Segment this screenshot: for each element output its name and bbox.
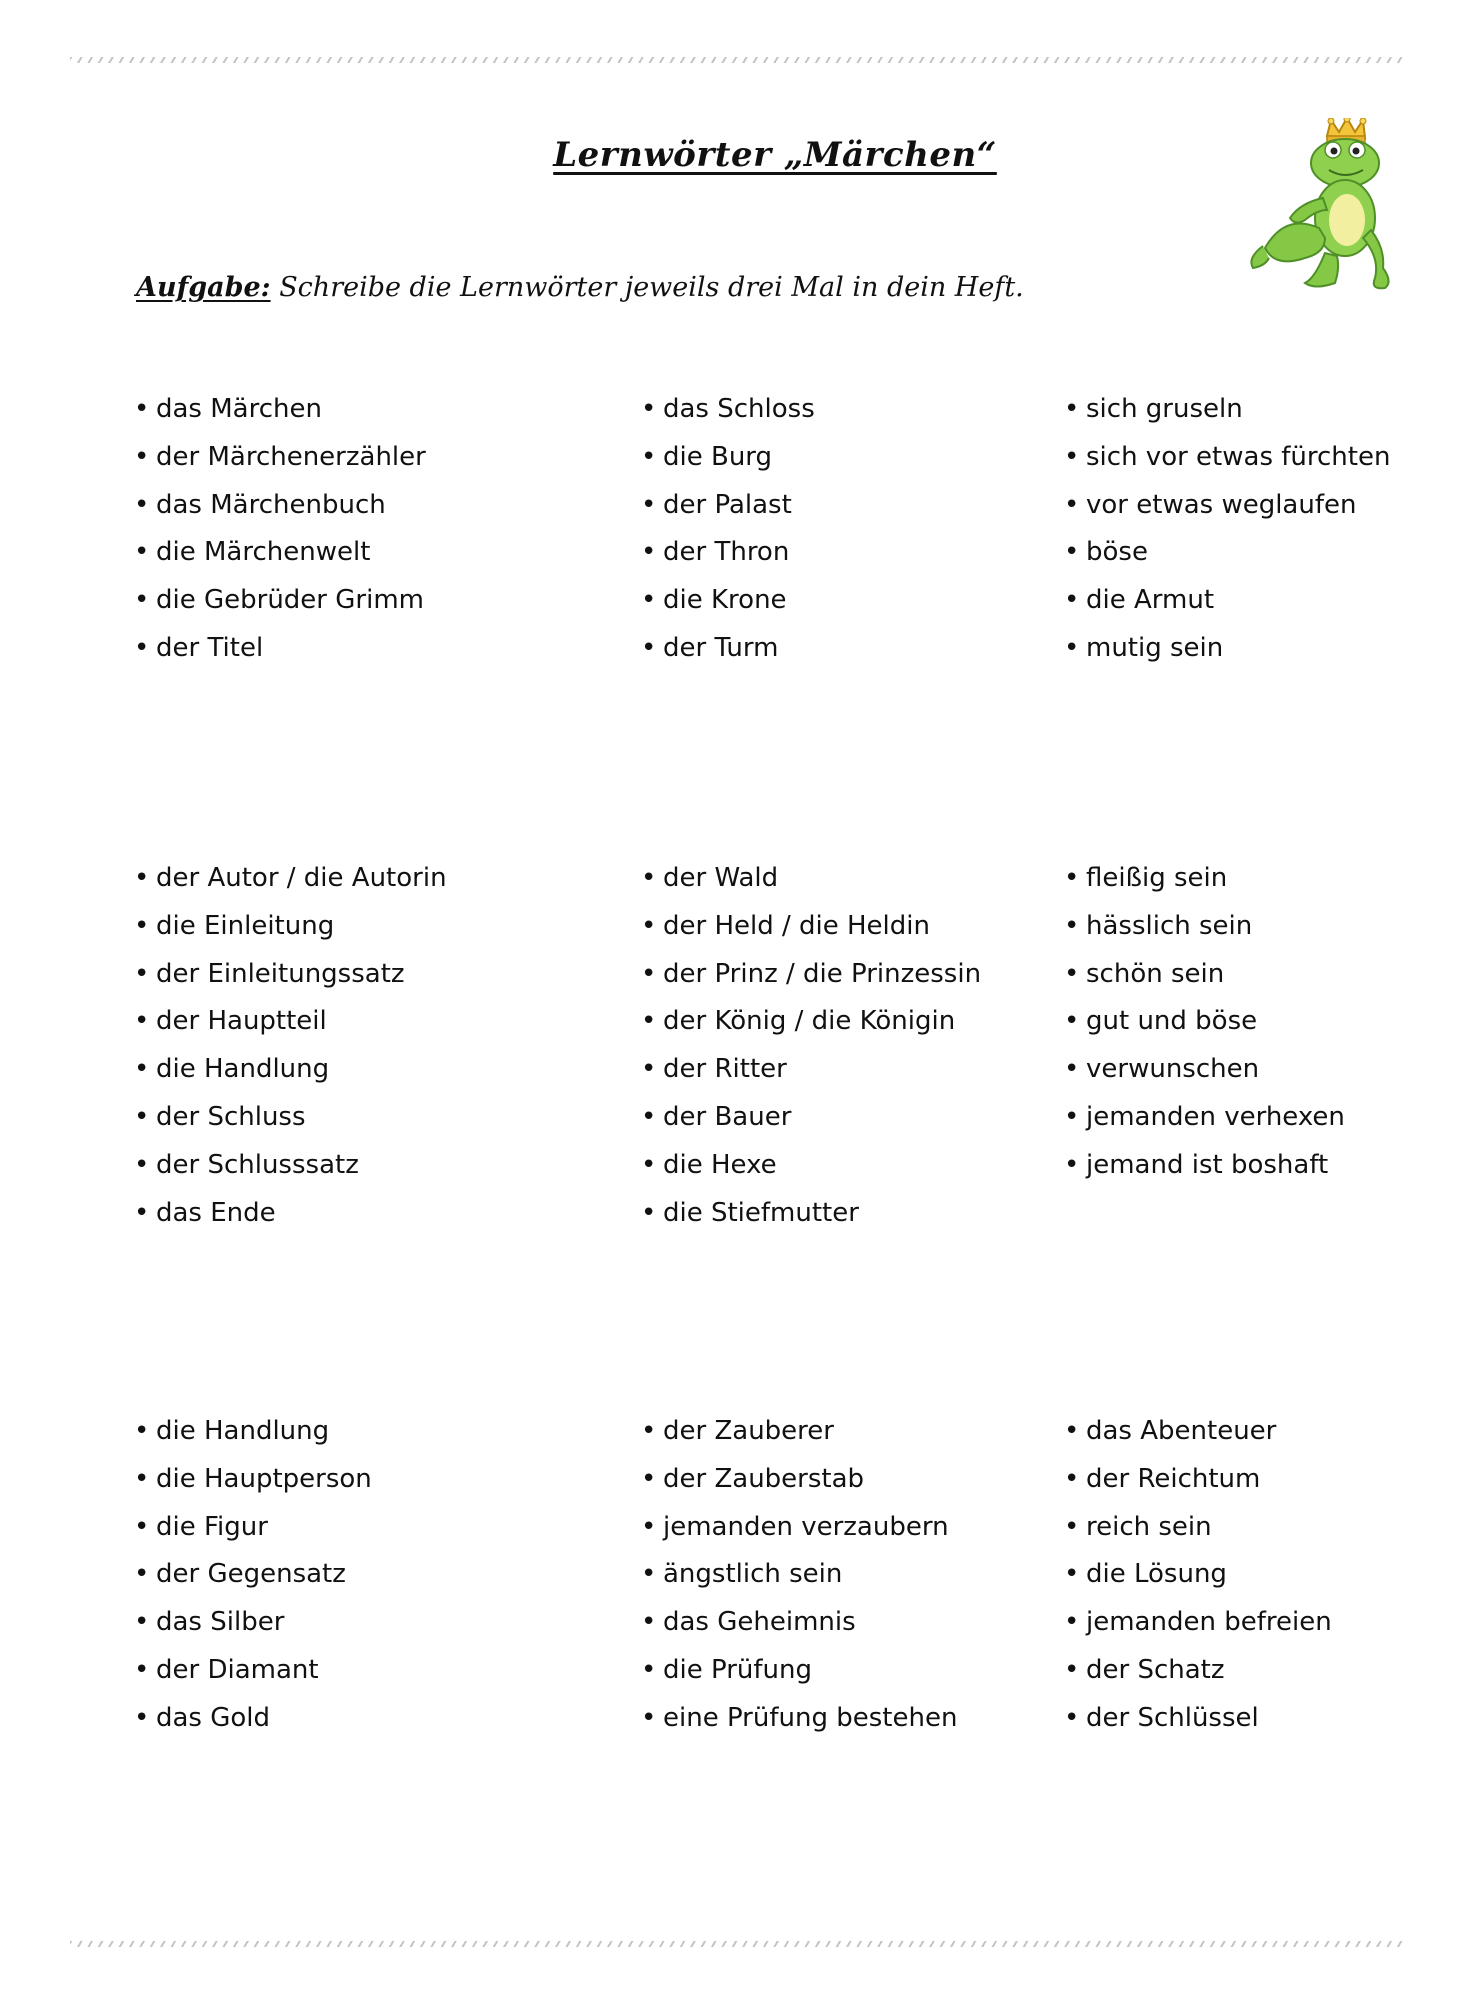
bullet-icon: • — [1064, 1654, 1080, 1685]
bullet-icon: • — [134, 863, 150, 893]
list-item: • die Burg — [641, 434, 815, 482]
list-item: • die Einleitung — [134, 903, 447, 951]
list-item: • die Hexe — [641, 1142, 981, 1190]
word-list-group3-col3 — [1064, 1408, 1332, 1743]
bullet-icon: • — [641, 1559, 657, 1590]
bullet-icon: • — [134, 537, 150, 568]
list-item: • der Autor / die Autorin — [134, 855, 447, 903]
list-item: • der Turm — [641, 625, 815, 673]
bullet-icon: • — [134, 632, 150, 663]
bullet-icon: • — [1064, 1054, 1080, 1085]
task-text: Schreibe die Lernwörter jeweils drei Mal in dein Heft. — [279, 272, 1024, 303]
list-item: • eine Prüfung bestehen — [641, 1695, 957, 1743]
list-item: • der Märchenerzähler — [134, 434, 426, 482]
bullet-icon: • — [1064, 910, 1080, 941]
list-item: • sich gruseln — [1064, 386, 1390, 434]
list-item: • jemanden verzaubern — [641, 1504, 957, 1552]
bullet-icon: • — [1064, 1149, 1080, 1180]
list-item: • reich sein — [1064, 1504, 1332, 1552]
bullet-icon: • — [1064, 863, 1080, 893]
bullet-icon: • — [1064, 394, 1080, 424]
bullet-icon: • — [1064, 1006, 1080, 1037]
list-item: • das Silber — [134, 1599, 372, 1647]
bullet-icon: • — [641, 394, 657, 424]
list-item: • die Lösung — [1064, 1551, 1332, 1599]
bullet-icon: • — [134, 1101, 150, 1132]
list-item: • der Diamant — [134, 1647, 372, 1695]
list-item: • sich vor etwas fürchten — [1064, 434, 1390, 482]
task-label: Aufgabe: — [136, 272, 271, 303]
bullet-icon: • — [134, 910, 150, 941]
bullet-icon: • — [134, 1463, 150, 1494]
word-list-group2-col3 — [1064, 855, 1345, 1190]
list-item: • die Hauptperson — [134, 1456, 372, 1504]
bullet-icon: • — [1064, 1559, 1080, 1590]
list-item: • der Held / die Heldin — [641, 903, 981, 951]
bullet-icon: • — [641, 1607, 657, 1638]
bullet-icon: • — [134, 1197, 150, 1228]
task-instruction — [136, 272, 1024, 303]
bullet-icon: • — [641, 1054, 657, 1085]
bullet-icon: • — [641, 1101, 657, 1132]
list-item: • das Ende — [134, 1190, 447, 1238]
bullet-icon: • — [1064, 1463, 1080, 1494]
list-item: • der Hauptteil — [134, 998, 447, 1046]
bullet-icon: • — [641, 1006, 657, 1037]
bullet-icon: • — [641, 1416, 657, 1446]
list-item: • gut und böse — [1064, 998, 1345, 1046]
word-list-group3-col1 — [134, 1408, 372, 1743]
list-item: • der Palast — [641, 482, 815, 530]
list-item: • schön sein — [1064, 951, 1345, 999]
bullet-icon: • — [1064, 1607, 1080, 1638]
bullet-icon: • — [1064, 632, 1080, 663]
bullet-icon: • — [641, 585, 657, 616]
list-item: • der Schlüssel — [1064, 1695, 1332, 1743]
list-item: • das Gold — [134, 1695, 372, 1743]
bullet-icon: • — [641, 863, 657, 893]
list-item: • jemand ist boshaft — [1064, 1142, 1345, 1190]
list-item: • jemanden verhexen — [1064, 1094, 1345, 1142]
bullet-icon: • — [641, 489, 657, 520]
bullet-icon: • — [134, 1654, 150, 1685]
list-item: • der Schatz — [1064, 1647, 1332, 1695]
bullet-icon: • — [641, 1149, 657, 1180]
list-item: • hässlich sein — [1064, 903, 1345, 951]
bullet-icon: • — [1064, 585, 1080, 616]
list-item: • fleißig sein — [1064, 855, 1345, 903]
list-item: • jemanden befreien — [1064, 1599, 1332, 1647]
bullet-icon: • — [641, 1654, 657, 1685]
bullet-icon: • — [134, 1511, 150, 1542]
bullet-icon: • — [1064, 1511, 1080, 1542]
list-item: • der Wald — [641, 855, 981, 903]
bullet-icon: • — [1064, 958, 1080, 989]
list-item: • der Zauberstab — [641, 1456, 957, 1504]
word-list-group1-col2 — [641, 386, 815, 673]
list-item: • die Stiefmutter — [641, 1190, 981, 1238]
list-item: • der Thron — [641, 529, 815, 577]
list-item: • der Titel — [134, 625, 426, 673]
word-list-group2-col2 — [641, 855, 981, 1237]
bullet-icon: • — [641, 1511, 657, 1542]
list-item: • die Figur — [134, 1504, 372, 1552]
bullet-icon: • — [134, 585, 150, 616]
bullet-icon: • — [641, 910, 657, 941]
list-item: • mutig sein — [1064, 625, 1390, 673]
bullet-icon: • — [134, 1416, 150, 1446]
list-item: • der Schlusssatz — [134, 1142, 447, 1190]
bullet-icon: • — [134, 489, 150, 520]
list-item: • das Märchenbuch — [134, 482, 426, 530]
list-item: • ängstlich sein — [641, 1551, 957, 1599]
word-list-group1-col3 — [1064, 386, 1390, 673]
list-item: • der Zauberer — [641, 1408, 957, 1456]
bullet-icon: • — [134, 958, 150, 989]
bullet-icon: • — [641, 1463, 657, 1494]
list-item: • die Gebrüder Grimm — [134, 577, 426, 625]
bullet-icon: • — [641, 632, 657, 663]
decorative-border-top — [70, 57, 1405, 63]
list-item: • das Abenteuer — [1064, 1408, 1332, 1456]
list-item: • die Prüfung — [641, 1647, 957, 1695]
list-item: • das Märchen — [134, 386, 426, 434]
list-item: • der König / die Königin — [641, 998, 981, 1046]
list-item: • vor etwas weglaufen — [1064, 482, 1390, 530]
bullet-icon: • — [1064, 1416, 1080, 1446]
list-item: • der Reichtum — [1064, 1456, 1332, 1504]
bullet-icon: • — [1064, 489, 1080, 520]
list-item: • verwunschen — [1064, 1046, 1345, 1094]
bullet-icon: • — [134, 1149, 150, 1180]
list-item: • der Einleitungssatz — [134, 951, 447, 999]
decorative-border-bottom — [70, 1941, 1405, 1947]
bullet-icon: • — [134, 394, 150, 424]
list-item: • der Schluss — [134, 1094, 447, 1142]
bullet-icon: • — [1064, 1702, 1080, 1733]
bullet-icon: • — [641, 1702, 657, 1733]
list-item: • der Bauer — [641, 1094, 981, 1142]
word-list-group2-col1 — [134, 855, 447, 1237]
list-item: • der Gegensatz — [134, 1551, 372, 1599]
bullet-icon: • — [134, 1054, 150, 1085]
bullet-icon: • — [134, 1702, 150, 1733]
bullet-icon: • — [134, 441, 150, 472]
list-item: • der Ritter — [641, 1046, 981, 1094]
bullet-icon: • — [641, 441, 657, 472]
bullet-icon: • — [641, 537, 657, 568]
bullet-icon: • — [134, 1559, 150, 1590]
bullet-icon: • — [1064, 537, 1080, 568]
bullet-icon: • — [134, 1607, 150, 1638]
list-item: • die Märchenwelt — [134, 529, 426, 577]
word-list-group3-col2 — [641, 1408, 957, 1743]
bullet-icon: • — [641, 1197, 657, 1228]
bullet-icon: • — [1064, 1101, 1080, 1132]
list-item: • böse — [1064, 529, 1390, 577]
list-item: • die Armut — [1064, 577, 1390, 625]
page-title: Lernwörter „Märchen“ — [553, 135, 997, 175]
word-list-group1-col1 — [134, 386, 426, 673]
list-item: • das Geheimnis — [641, 1599, 957, 1647]
frog-with-crown-icon — [1245, 118, 1395, 293]
list-item: • der Prinz / die Prinzessin — [641, 951, 981, 999]
list-item: • die Handlung — [134, 1046, 447, 1094]
bullet-icon: • — [1064, 441, 1080, 472]
list-item: • das Schloss — [641, 386, 815, 434]
list-item: • die Handlung — [134, 1408, 372, 1456]
bullet-icon: • — [134, 1006, 150, 1037]
bullet-icon: • — [641, 958, 657, 989]
list-item: • die Krone — [641, 577, 815, 625]
